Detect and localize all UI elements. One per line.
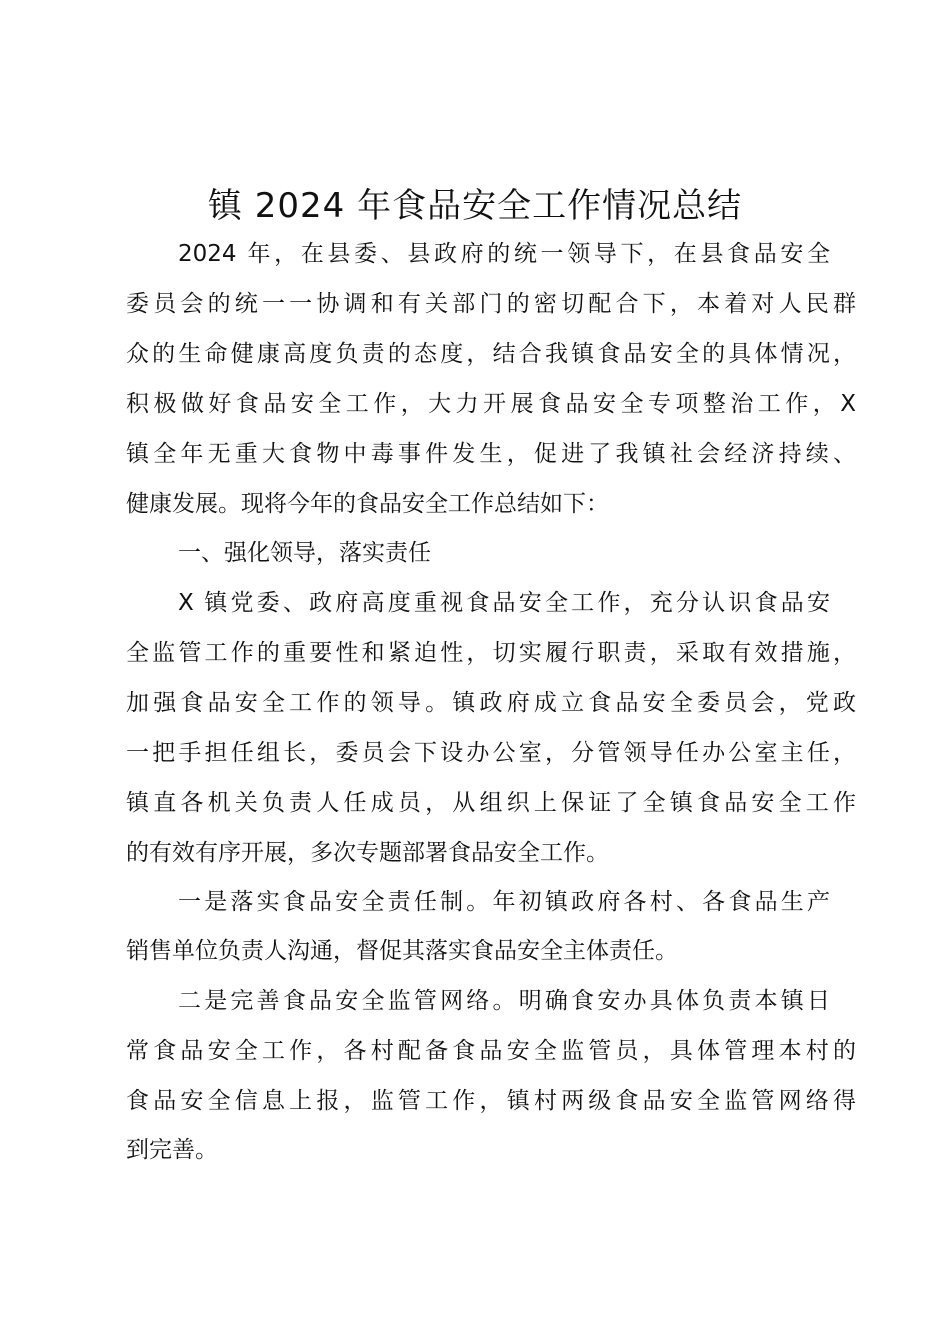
paragraph-line: 2024 年，在县委、县政府的统一领导下，在县食品安全 xyxy=(178,241,830,267)
paragraph-line: 健康发展。现将今年的食品安全工作总结如下： xyxy=(126,491,609,517)
paragraph-line: 全监管工作的重要性和紧迫性，切实履行职责，采取有效措施， xyxy=(126,640,856,666)
paragraph-line: 积极做好食品安全工作，大力开展食品安全专项整治工作，X xyxy=(126,391,856,417)
paragraph-line: 镇直各机关负责人任成员，从组织上保证了全镇食品安全工作 xyxy=(126,790,856,816)
paragraph-line: 加强食品安全工作的领导。镇政府成立食品安全委员会，党政 xyxy=(126,690,856,716)
paragraph-line: 常食品安全工作，各村配备食品安全监管员，具体管理本村的 xyxy=(126,1038,856,1064)
section-heading: 一、强化领导，落实责任 xyxy=(178,540,431,566)
paragraph-line: X 镇党委、政府高度重视食品安全工作，充分认识食品安 xyxy=(178,590,830,616)
paragraph-line: 销售单位负责人沟通，督促其落实食品安全主体责任。 xyxy=(126,938,678,964)
paragraph-line: 委员会的统一一协调和有关部门的密切配合下，本着对人民群 xyxy=(126,291,856,317)
paragraph-line: 二是完善食品安全监管网络。明确食安办具体负责本镇日 xyxy=(178,988,830,1014)
paragraph-line: 一是落实食品安全责任制。年初镇政府各村、各食品生产 xyxy=(178,889,830,915)
document-title: 镇 2024 年食品安全工作情况总结 xyxy=(207,186,743,226)
paragraph-line: 众的生命健康高度负责的态度，结合我镇食品安全的具体情况， xyxy=(126,341,856,367)
paragraph-line: 到完善。 xyxy=(126,1137,218,1163)
paragraph-line: 一把手担任组长，委员会下设办公室，分管领导任办公室主任， xyxy=(126,740,856,766)
paragraph-line: 镇全年无重大食物中毒事件发生，促进了我镇社会经济持续、 xyxy=(126,441,856,467)
paragraph-line: 的有效有序开展，多次专题部署食品安全工作。 xyxy=(126,840,609,866)
paragraph-line: 食品安全信息上报，监管工作，镇村两级食品安全监管网络得 xyxy=(126,1088,856,1114)
